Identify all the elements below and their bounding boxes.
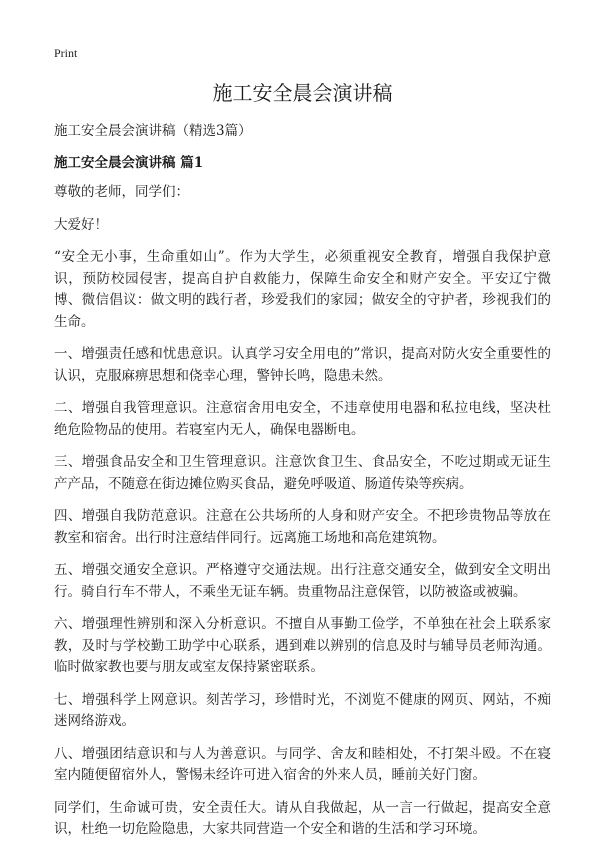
- intro-paragraph: “安全无小事，生命重如山”。作为大学生，必须重视安全教育，增强自我保护意识，预防校园侵害，提高自护自救能力，保障生命安全和财产安全。平安辽宁微博、微信倡议：做文明的践行者，珍爱我们的家园；做安全的守护者，珍视我们的生命。: [54, 249, 551, 330]
- point-3-paragraph: 三、增强食品安全和卫生管理意识。注意饮食卫生、食品安全，不吃过期或无证生产产品，不随意在街边摊位购买食品，避免呼吸道、肠道传染等疾病。: [54, 454, 551, 492]
- closing-paragraph: 同学们，生命诚可贵，安全责任大。请从自我做起，从一言一行做起，提高安全意识，杜绝一切危险隐患，大家共同营造一个安全和谐的生活和学习环境。: [54, 799, 551, 837]
- document-body: [54, 80, 551, 852]
- point-6-paragraph: 六、增强理性辨别和深入分析意识。不擅自从事勤工俭学，不单独在社会上联系家教，及时与学校勤工助学中心联系，遇到难以辨别的信息及时与辅导员老师沟通。临时做家教也要与朋友或室友保持紧密联系。: [54, 616, 551, 675]
- point-2-paragraph: 二、增强自我管理意识。注意宿舍用电安全，不违章使用电器和私拉电线，坚决杜绝危险物品的使用。若寝室内无人，确保电器断电。: [54, 400, 551, 438]
- point-7-paragraph: 七、增强科学上网意识。刻苦学习，珍惜时光，不浏览不健康的网页、网站，不痴迷网络游戏。: [54, 691, 551, 729]
- document-subtitle: 施工安全晨会演讲稿（精选3篇）: [54, 123, 252, 139]
- greeting: 尊敬的老师，同学们：: [54, 184, 189, 200]
- point-1-paragraph: 一、增强责任感和忧患意识。认真学习安全用电的”常识，提高对防火安全重要性的认识，克服麻痹思想和侥幸心理，警钟长鸣，隐患未然。: [54, 346, 551, 384]
- point-8-paragraph: 八、增强团结意识和与人为善意识。与同学、舍友和睦相处，不打架斗殴。不在寝室内随便留宿外人，警惕未经许可进入宿舍的外来人员，睡前关好门窗。: [54, 745, 551, 783]
- salutation: 大爱好！: [54, 216, 108, 233]
- point-5-paragraph: 五、增强交通安全意识。严格遵守交通法规。出行注意交通安全，做到安全文明出行。骑自行车不带人，不乘坐无证车辆。贵重物品注意保管，以防被盗或被骗。: [54, 562, 551, 600]
- section-heading: 施工安全晨会演讲稿 篇1: [54, 155, 204, 171]
- document-title: 施工安全晨会演讲稿: [212, 81, 393, 105]
- point-4-paragraph: 四、增强自我防范意识。注意在公共场所的人身和财产安全。不把珍贵物品等放在教室和宿舍。出行时注意结伴同行。远离施工场地和高危建筑物。: [54, 508, 551, 546]
- print-link[interactable]: Print: [54, 46, 78, 60]
